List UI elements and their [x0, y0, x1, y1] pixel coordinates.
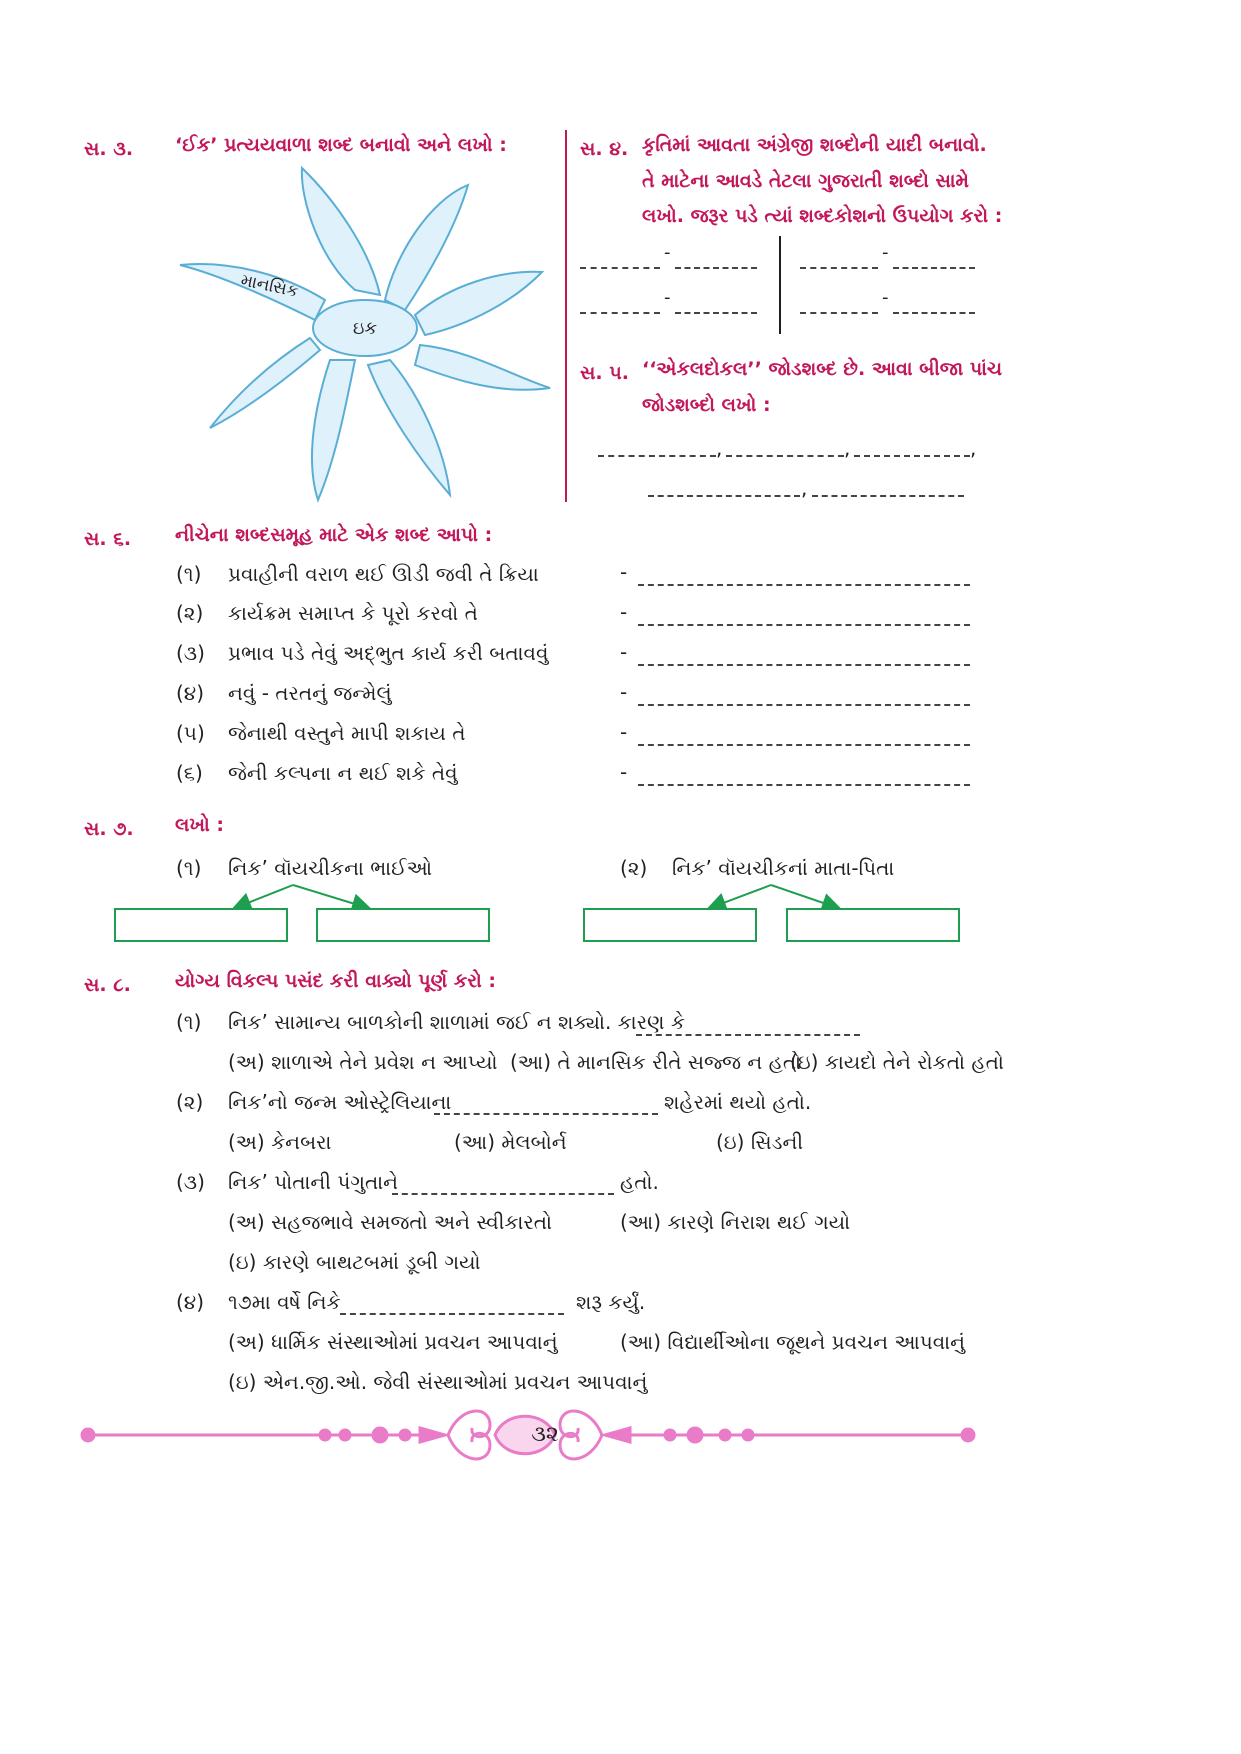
q6-answer-blank[interactable] [638, 784, 970, 786]
petal-bottom-left [210, 338, 320, 428]
dash-separator: - [620, 680, 628, 704]
dash-separator: - [620, 560, 628, 584]
q6-item-text: પ્રભાવ પડે તેવું અદ્‌ભુત કાર્ય કરી બતાવવું [228, 641, 549, 665]
center-word: ઇક [352, 318, 378, 339]
q7-left-number: (૧) [176, 856, 202, 880]
q4-blank-word[interactable] [800, 312, 878, 314]
q4-grid-divider [779, 236, 781, 334]
q5-line-2: જોડશબ્દો લખો : [642, 394, 771, 416]
q6-item-text: નવું - તરતનું જન્મેલું [228, 681, 392, 705]
q8-option[interactable]: (અ) સહજભાવે સમજતો અને સ્વીકારતો [228, 1210, 553, 1234]
q8-item-text: નિક’ સામાન્ય બાળકોની શાળામાં જઈ ન શક્યો. કારણ કે [228, 1010, 685, 1034]
q8-item-text: નિક’ પોતાની પંગુતાને [228, 1170, 399, 1194]
q5-label: સ. ૫. [580, 362, 629, 384]
q6-item-number: (૩) [176, 641, 205, 665]
column-divider [565, 130, 567, 502]
q6-item-text: કાર્યક્રમ સમાપ્ત કે પૂરો કરવો તે [228, 601, 478, 625]
q8-option[interactable]: (આ) કારણે નિરાશ થઈ ગયો [620, 1210, 851, 1234]
q8-item-text-after: હતો. [620, 1170, 659, 1194]
q6-item-number: (૧) [176, 562, 202, 586]
q4-label: સ. ૪. [580, 138, 629, 160]
q8-option[interactable]: (આ) વિદ્યાર્થીઓના જૂથને પ્રવચન આપવાનું [620, 1330, 966, 1354]
q4-blank-meaning[interactable] [893, 312, 975, 314]
q8-option[interactable]: (અ) કેનબરા [228, 1130, 332, 1154]
q8-item-number: (૪) [176, 1290, 205, 1314]
petal-right-upper [415, 272, 542, 335]
arrow-right-1 [293, 885, 368, 908]
q8-option[interactable]: (આ) મેલબોર્ન [454, 1130, 567, 1154]
q8-option[interactable]: (આ) તે માનસિક રીતે સજ્જ ન હતો [510, 1050, 802, 1074]
q6-item-number: (૫) [176, 721, 205, 745]
q6-title: નીચેના શબ્દસમૂહ માટે એક શબ્દ આપો : [175, 524, 493, 546]
q8-answer-blank[interactable] [392, 1193, 614, 1195]
petal-bottom [312, 360, 355, 500]
q8-option[interactable]: (ઇ) કાયદો તેને રોકતો હતો [790, 1050, 1004, 1074]
arrow-right-2 [771, 885, 838, 908]
q8-answer-blank[interactable] [340, 1313, 564, 1315]
q8-option[interactable]: (અ) શાળાએ તેને પ્રવેશ ન આપ્યો [228, 1050, 498, 1074]
q4-line-2: તે માટેના આવડે તેટલા ગુજરાતી શબ્દો સામે [642, 170, 969, 192]
arrow-left-1 [235, 885, 293, 908]
q6-item-text: પ્રવાહીની વરાળ થઈ ઊડી જવી તે ક્રિયા [228, 562, 539, 586]
q8-label: સ. ૮. [84, 974, 131, 996]
q6-label: સ. ૬. [84, 528, 132, 550]
q4-blank-meaning[interactable] [675, 312, 757, 314]
q5-blank[interactable] [812, 495, 964, 497]
petal-top [302, 168, 380, 295]
q7-right-number: (૨) [620, 856, 648, 880]
q5-line-1: ‘‘એકલદોકલ’’ જોડશબ્દ છે. આવા બીજા પાંચ [642, 358, 1003, 380]
q8-option[interactable]: (ઇ) સિડની [716, 1130, 804, 1154]
q6-answer-blank[interactable] [638, 584, 970, 586]
q7-answer-box[interactable] [316, 908, 490, 942]
page-number: ૩૨ [531, 1422, 559, 1447]
q4-line-3: લખો. જરૂર પડે ત્યાં શબ્દકોશનો ઉપયોગ કરો : [642, 205, 1003, 227]
dash-separator: - [664, 287, 671, 308]
dash-separator: - [620, 600, 628, 624]
q8-answer-blank[interactable] [434, 1113, 658, 1115]
q8-option[interactable]: (અ) ધાર્મિક સંસ્થાઓમાં પ્રવચન આપવાનું [228, 1330, 558, 1354]
q8-item-number: (૧) [176, 1010, 202, 1034]
dash-separator: - [620, 760, 628, 784]
q8-item-number: (૨) [176, 1090, 204, 1114]
q8-answer-blank[interactable] [636, 1034, 860, 1036]
q7-answer-box[interactable] [786, 908, 960, 942]
example-word: માનસિક [238, 270, 301, 303]
q6-item-text: જેનાથી વસ્તુને માપી શકાય તે [228, 721, 466, 745]
flower-diagram [170, 160, 560, 505]
arrow-left-2 [710, 885, 771, 908]
dash-separator: - [882, 242, 889, 263]
petal-right [415, 345, 550, 390]
q7-answer-box[interactable] [583, 908, 757, 942]
dash-separator: - [620, 720, 628, 744]
comma: , [801, 476, 808, 500]
q6-item-number: (૨) [176, 601, 204, 625]
q8-title: યોગ્ય વિકલ્પ પસંદ કરી વાક્યો પૂર્ણ કરો : [175, 970, 497, 992]
q4-blank-word[interactable] [580, 267, 660, 269]
q3-title: ‘ઈક’ પ્રત્યયવાળા શબ્દ બનાવો અને લખો : [175, 134, 507, 156]
q8-item-text-after: શરૂ કર્યું. [576, 1290, 646, 1314]
q4-blank-word[interactable] [580, 312, 660, 314]
q6-answer-blank[interactable] [638, 704, 970, 706]
q7-answer-box[interactable] [114, 908, 288, 942]
q8-item-text: ૧૭મા વર્ષે નિકે [228, 1290, 341, 1314]
q4-blank-word[interactable] [800, 267, 878, 269]
q7-label: સ. ૭. [84, 818, 134, 840]
q4-line-1: કૃતિમાં આવતા અંગ્રેજી શબ્દોની યાદી બનાવો. [642, 134, 987, 156]
comma: , [970, 436, 977, 460]
comma: , [716, 436, 723, 460]
q5-blank[interactable] [854, 455, 970, 457]
q7-right-text: નિક’ વૉયચીકનાં માતા-પિતા [672, 856, 895, 880]
q8-item-number: (૩) [176, 1170, 205, 1194]
q4-blank-meaning[interactable] [675, 267, 757, 269]
q8-item-text: નિક’નો જન્મ ઓસ્ટ્રેલિયાના [228, 1090, 452, 1114]
dash-separator: - [620, 640, 628, 664]
petal-bottom-right [368, 360, 450, 495]
dash-separator: - [664, 242, 671, 263]
q5-blank[interactable] [598, 455, 716, 457]
q7-title: લખો : [175, 814, 224, 836]
q8-item-text-after: શહેરમાં થયો હતો. [664, 1090, 812, 1114]
q6-answer-blank[interactable] [638, 664, 970, 666]
q6-answer-blank[interactable] [638, 624, 970, 626]
q7-left-text: નિક’ વૉયચીકના ભાઈઓ [228, 856, 433, 880]
q8-option[interactable]: (ઇ) એન.જી.ઓ. જેવી સંસ્થાઓમાં પ્રવચન આપવાનું [228, 1370, 648, 1394]
q6-item-number: (૬) [176, 761, 203, 785]
q6-item-text: જેની કલ્પના ન થઈ શકે તેવું [228, 761, 458, 785]
dash-separator: - [882, 287, 889, 308]
q5-blank[interactable] [726, 455, 844, 457]
q5-blank[interactable] [648, 495, 800, 497]
q8-option[interactable]: (ઇ) કારણે બાથટબમાં ડૂબી ગયો [228, 1250, 481, 1274]
q6-item-number: (૪) [176, 681, 205, 705]
q6-answer-blank[interactable] [638, 744, 970, 746]
comma: , [844, 436, 851, 460]
q3-label: સ. ૩. [84, 138, 134, 160]
q4-blank-meaning[interactable] [893, 267, 975, 269]
